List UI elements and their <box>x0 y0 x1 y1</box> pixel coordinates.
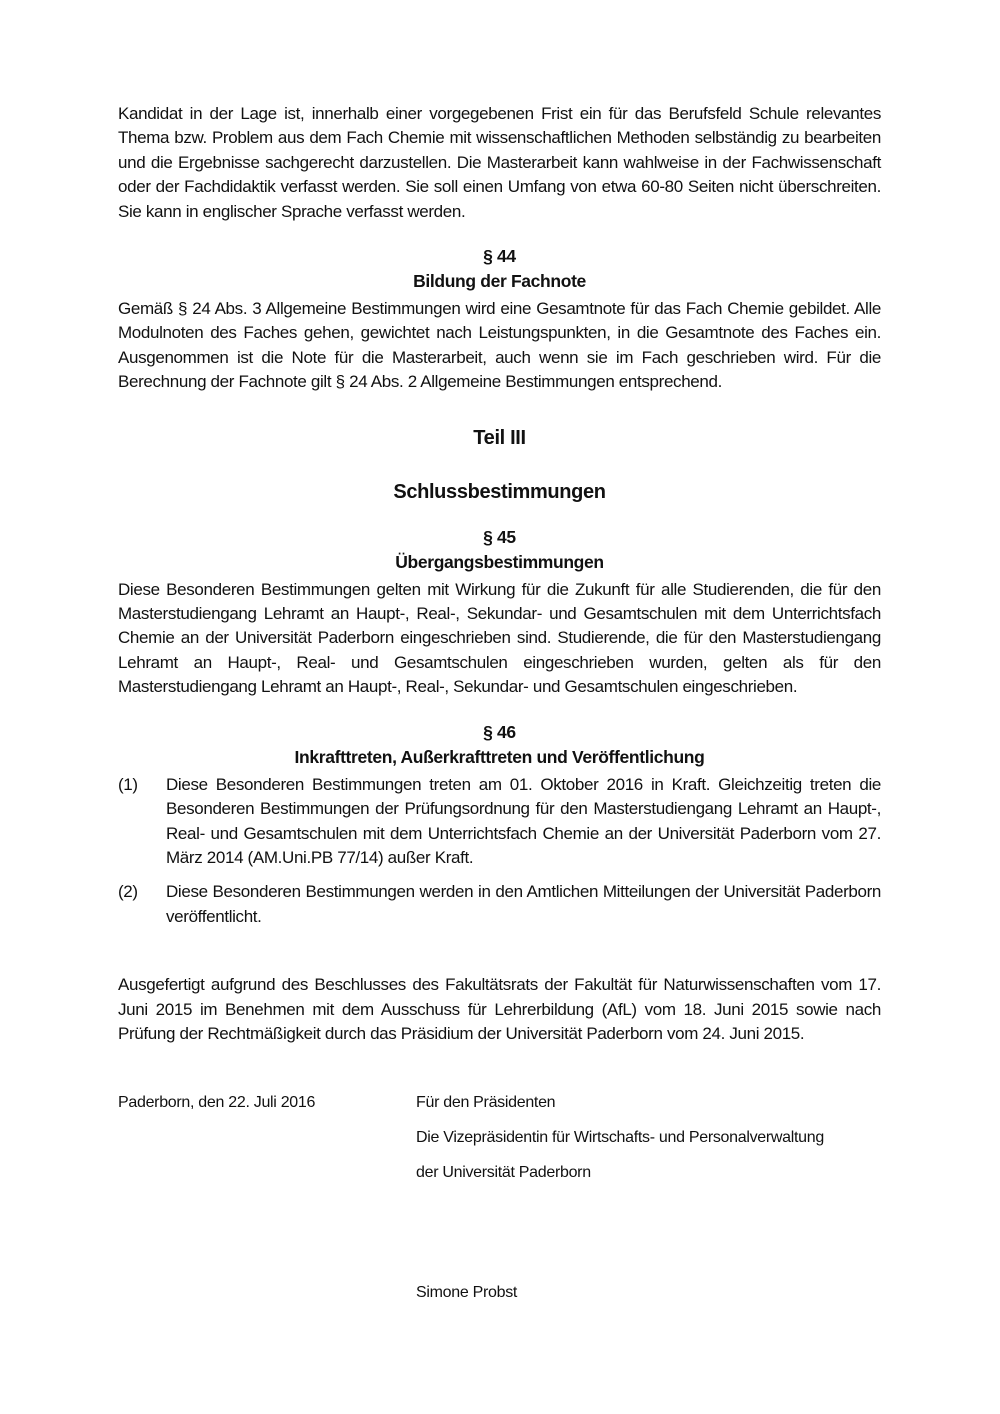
list-item <box>118 773 881 871</box>
list-item-text: Diese Besonderen Bestimmungen werden in den Amtlichen Mitteilungen der Universität Paderborn veröffentlicht. <box>166 882 881 926</box>
section-46-number: § 46 <box>483 721 516 742</box>
signatory-name: Simone Probst <box>416 1284 518 1301</box>
signature-line-3: der Universität Paderborn <box>416 1164 591 1181</box>
section-46 <box>118 720 881 929</box>
part-three <box>118 425 881 505</box>
intro-paragraph: Kandidat in der Lage ist, innerhalb einer vorgegebenen Frist ein für das Berufsfeld Schule relevantes Thema bzw. Problem aus dem Fach Chemie mit wissenschaftlichen Methoden selbständig zu bearbeiten und die Ergebnisse sachgerecht darzustellen. Die Masterarbeit kann wahlweise in der Fachwissenschaft oder der Fachdidaktik verfasst werden. Sie soll einen Umfang von etwa 60-80 Seiten nicht überschreiten. Sie kann in englischer Sprache verfasst werden. <box>118 104 881 221</box>
section-45-text: Diese Besonderen Bestimmungen gelten mit Wirkung für die Zukunft für alle Studierenden, die für den Masterstudiengang Lehramt an Haupt-, Real-, Sekundar- und Gesamtschulen mit dem Unterrichtsfach Chemie an der Universität Paderborn eingeschrieben sind. Studierende, die für den Masterstudiengang Lehramt an Haupt-, Real- und Gesamtschulen eingeschrieben wurden, gelten als für den Masterstudiengang Lehramt an Haupt-, Real-, Sekundar- und Gesamtschulen eingeschrieben. <box>118 579 881 697</box>
document-page <box>118 102 881 1046</box>
section-45-number: § 45 <box>483 526 516 547</box>
section-45 <box>118 525 881 700</box>
section-46-title: Inkrafttreten, Außerkrafttreten und Veröffentlichung <box>294 746 705 767</box>
section-44-number: § 44 <box>483 246 516 267</box>
signature-line-1: Für den Präsidenten <box>416 1094 556 1111</box>
section-44 <box>118 244 881 395</box>
section-45-title: Übergangsbestimmungen <box>395 551 604 572</box>
part-subtitle: Schlussbestimmungen <box>393 480 606 503</box>
closing-paragraph: Ausgefertigt aufgrund des Beschlusses des Fakultätsrats der Fakultät für Naturwissenschaften vom 17. Juni 2015 im Benehmen mit dem Ausschuss für Lehrerbildung (AfL) vom 18. Juni 2015 sowie nach Prüfung der Rechtmäßigkeit durch das Präsidium der Universität Paderborn vom 24. Juni 2015. <box>118 975 881 1043</box>
part-title: Teil III <box>473 426 526 449</box>
list-item-number: (1) <box>118 774 138 794</box>
list-item <box>118 880 881 929</box>
list-item-number: (2) <box>118 882 138 902</box>
list-item-text: Diese Besonderen Bestimmungen treten am 01. Oktober 2016 in Kraft. Gleichzeitig treten die Besonderen Bestimmungen der Prüfungsordnung für den Masterstudiengang Lehramt an Haupt-, Real- und Gesamtschulen mit dem Unterrichtsfach Chemie an der Universität Paderborn vom 27. März 2014 (AM.Uni.PB 77/14) außer Kraft. <box>166 774 881 867</box>
section-44-text: Gemäß § 24 Abs. 3 Allgemeine Bestimmungen wird eine Gesamtnote für das Fach Chemie gebildet. Alle Modulnoten des Faches gehen, gewichtet nach Leistungspunkten, in die Gesamtnote des Faches ein. Ausgenommen ist die Note für die Masterarbeit, auch wenn sie im Fach geschrieben wird. Für die Berechnung der Fachnote gilt § 24 Abs. 2 Allgemeine Bestimmungen entsprechend. <box>118 299 881 392</box>
section-44-title: Bildung der Fachnote <box>413 271 586 292</box>
signature-place-date: Paderborn, den 22. Juli 2016 <box>118 1094 316 1111</box>
signature-line-2: Die Vizepräsidentin für Wirtschafts- und Personalverwaltung <box>416 1129 824 1146</box>
